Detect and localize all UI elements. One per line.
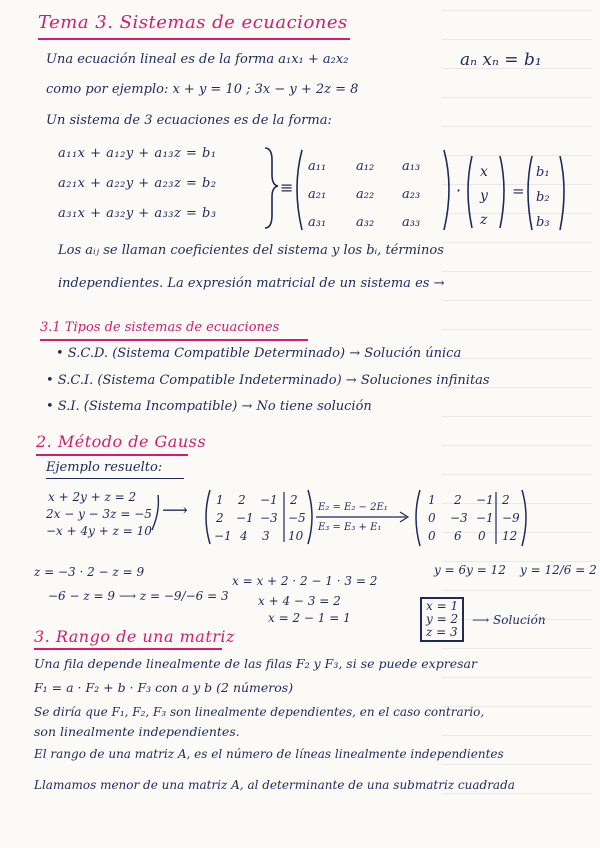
y-equation-2: y = 12/6 = 2 xyxy=(520,563,597,577)
solution-label: ⟶ Solución xyxy=(472,613,546,627)
m2-r2-c2: −3 xyxy=(450,511,468,525)
rank-line-5: El rango de una matriz A, es el número de líneas linealmente independientes xyxy=(34,747,504,761)
example-label: Ejemplo resuelto: xyxy=(46,460,163,475)
const-b3: b₃ xyxy=(536,215,550,230)
m1-r3-c4: 10 xyxy=(288,529,304,543)
rank-line-6: Llamamos menor de una matriz A, al determinante de una submatriz cuadrada xyxy=(34,778,515,792)
coef-a11: a₁₁ xyxy=(308,159,327,174)
section-3-title: 3. Rango de una matriz xyxy=(34,627,235,646)
m1-r2-c2: −1 xyxy=(236,511,254,525)
m1-r2-c3: −3 xyxy=(260,511,278,525)
m1-r1-c2: 2 xyxy=(238,493,246,507)
solution-y: y = 2 xyxy=(426,612,459,626)
coef-a13: a₁₃ xyxy=(402,159,421,174)
equals-sign: = xyxy=(512,182,525,200)
solution-x: x = 1 xyxy=(426,599,459,613)
m2-r2-c3: −1 xyxy=(476,511,494,525)
matrix1-right-paren xyxy=(308,490,312,544)
coef-a12: a₁₂ xyxy=(356,159,375,174)
matrix2-left-paren xyxy=(416,490,420,546)
gauss-eq-1: x + 2y + z = 2 xyxy=(48,490,137,504)
y-equation-1: y = 6y = 12 xyxy=(434,563,506,577)
m2-r1-c1: 1 xyxy=(428,493,436,507)
m2-r3-c2: 6 xyxy=(454,529,462,543)
gauss-eq-2: 2x − y − 3z = −5 xyxy=(46,507,152,521)
m2-r1-c3: −1 xyxy=(476,493,494,507)
z-line-1: z = −3 · 2 − z = 9 xyxy=(34,565,145,579)
solution-box xyxy=(420,597,464,642)
m1-r3-c2: 4 xyxy=(240,529,248,543)
system-eq-2: a₂₁x + a₂₂y + a₂₃z = b₂ xyxy=(58,176,217,191)
m2-r3-c4: 12 xyxy=(502,529,518,543)
rank-line-2: F₁ = a · F₂ + b · F₃ con a y b (2 números) xyxy=(34,680,294,695)
m1-r1-c1: 1 xyxy=(216,493,224,507)
dot-sign: · xyxy=(456,181,462,200)
m1-r2-c4: −5 xyxy=(288,511,306,525)
var-z: z xyxy=(480,212,488,228)
gauss-eq-3: −x + 4y + z = 10 xyxy=(46,524,152,538)
page-title: Tema 3. Sistemas de ecuaciones xyxy=(38,12,348,33)
m2-r2-c4: −9 xyxy=(502,511,520,525)
const-b2: b₂ xyxy=(536,190,550,205)
type-item-si: • S.I. (Sistema Incompatible) → No tiene solución xyxy=(46,399,372,414)
coef-a21: a₂₁ xyxy=(308,187,327,202)
gauss-arrow-1: ⟶ xyxy=(162,500,188,521)
x-line-2: x + 4 − 3 = 2 xyxy=(258,594,341,608)
section-2-title: 2. Método de Gauss xyxy=(36,432,207,451)
row-op-1: E₂ = E₂ − 2E₁ xyxy=(318,502,388,513)
matrix1-left-paren xyxy=(206,490,210,544)
coef-a22: a₂₂ xyxy=(356,187,375,202)
m1-r1-c4: 2 xyxy=(290,493,298,507)
matrix2-right-paren xyxy=(522,490,526,546)
type-item-scd: • S.C.D. (Sistema Compatible Determinado) → Solución única xyxy=(56,346,462,361)
coef-a33: a₃₃ xyxy=(402,215,421,230)
m2-r1-c4: 2 xyxy=(502,493,510,507)
general-form: aₙ xₙ = b₁ xyxy=(460,50,542,70)
intro-line-1: Una ecuación lineal es de la forma a₁x₁ + a₂x₂ xyxy=(46,52,349,67)
m2-r1-c2: 2 xyxy=(454,493,462,507)
coef-a32: a₃₂ xyxy=(356,215,375,230)
intro-line-2: como por ejemplo: x + y = 10 ; 3x − y + 2z = 8 xyxy=(46,82,359,97)
section-3-underline xyxy=(34,648,222,650)
rank-line-1: Una fila depende linealmente de las filas F₂ y F₃, si se puede expresar xyxy=(34,656,477,671)
coef-a31: a₃₁ xyxy=(308,215,327,230)
m1-r3-c1: −1 xyxy=(214,529,232,543)
m1-r2-c1: 2 xyxy=(216,511,224,525)
section-3-1-title: 3.1 Tipos de sistemas de ecuaciones xyxy=(40,320,280,335)
m2-r3-c3: 0 xyxy=(478,529,486,543)
rank-line-3: Se diría que F₁, F₂, F₃ son linealmente dependientes, en el caso contrario, xyxy=(34,705,485,719)
coef-text-line-2: independientes. La expresión matricial de un sistema es → xyxy=(58,276,445,291)
x-line-1: x = x + 2 · 2 − 1 · 3 = 2 xyxy=(232,574,378,588)
type-item-sci: • S.C.I. (Sistema Compatible Indeterminado) → Soluciones infinitas xyxy=(46,373,490,388)
m1-r3-c3: 3 xyxy=(262,529,270,543)
system-eq-3: a₃₁x + a₃₂y + a₃₃z = b₃ xyxy=(58,206,217,221)
system-eq-1: a₁₁x + a₁₂y + a₁₃z = b₁ xyxy=(58,146,217,161)
m2-r3-c1: 0 xyxy=(428,529,436,543)
intro-line-3: Un sistema de 3 ecuaciones es de la forma: xyxy=(46,113,332,128)
const-b1: b₁ xyxy=(536,165,550,180)
solution-z: z = 3 xyxy=(426,625,458,639)
rank-line-4: son linealmente independientes. xyxy=(34,724,240,739)
var-y: y xyxy=(480,188,488,204)
coef-a23: a₂₃ xyxy=(402,187,421,202)
m1-r1-c3: −1 xyxy=(260,493,278,507)
z-line-2: −6 − z = 9 ⟶ z = −9/−6 = 3 xyxy=(48,589,229,603)
m2-r2-c1: 0 xyxy=(428,511,436,525)
x-line-3: x = 2 − 1 = 1 xyxy=(268,611,351,625)
equiv-sign: ≡ xyxy=(280,178,294,197)
var-x: x xyxy=(480,164,488,180)
coef-text-line-1: Los aᵢⱼ se llaman coeficientes del sistema y los bᵢ, términos xyxy=(58,243,444,258)
row-op-2: E₃ = E₃ + E₁ xyxy=(318,522,382,533)
